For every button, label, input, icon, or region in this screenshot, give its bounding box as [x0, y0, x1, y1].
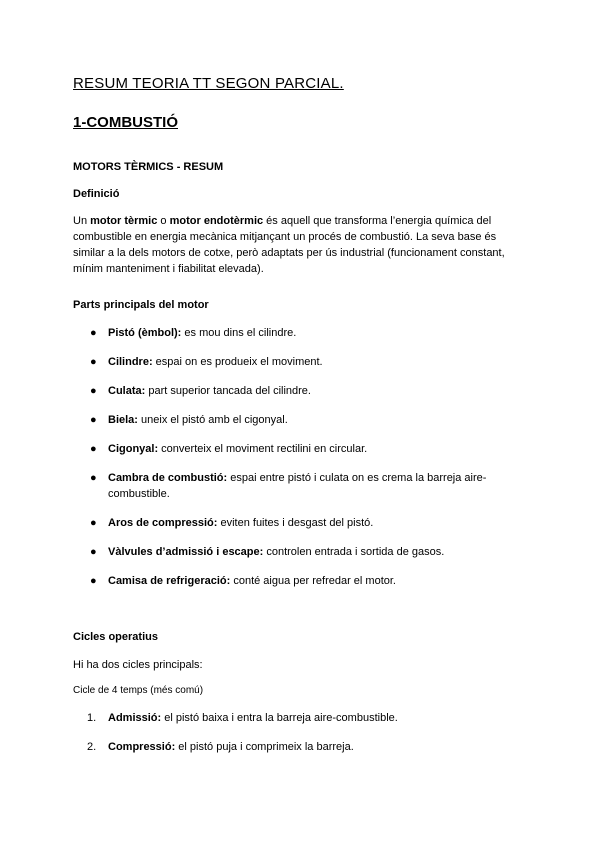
parts-heading: Parts principals del motor [73, 299, 209, 311]
part-description: uneix el pistó amb el cigonyal. [137, 414, 288, 426]
parts-list [73, 325, 533, 602]
document-title: RESUM TEORIA TT SEGON PARCIAL. [73, 75, 344, 92]
step-term: Admissió: [108, 712, 162, 724]
bullet-icon: ● [90, 472, 97, 484]
part-description: part superior tancada del cilindre. [145, 385, 311, 397]
part-description: converteix el moviment rectilini en circular. [158, 443, 368, 455]
part-term: Pistó (èmbol): [108, 327, 182, 339]
cycles-intro: Hi ha dos cicles principals: [73, 659, 203, 671]
step-number: 1. [87, 712, 97, 724]
list-item [73, 325, 533, 341]
list-item [73, 573, 533, 589]
list-item [73, 515, 533, 531]
subsection-title: MOTORS TÈRMICS - RESUM [73, 161, 224, 173]
bullet-icon: ● [90, 546, 97, 558]
cycle-steps-list [73, 710, 533, 768]
part-term: Aros de compressió: [108, 517, 218, 529]
part-term: Biela: [108, 414, 138, 426]
part-description: conté aigua per refredar el motor. [230, 575, 396, 587]
bullet-icon: ● [90, 443, 97, 455]
list-item [73, 710, 533, 726]
list-item [73, 383, 533, 399]
step-number: 2. [87, 741, 97, 753]
list-item [73, 354, 533, 370]
step-term: Compressió: [108, 741, 176, 753]
bullet-icon: ● [90, 385, 97, 397]
definition-term-1: motor tèrmic [90, 215, 158, 227]
part-term: Cilindre: [108, 356, 153, 368]
list-item [73, 412, 533, 428]
part-description: controlen entrada i sortida de gasos. [263, 546, 445, 558]
definition-term-2: motor endotèrmic [169, 215, 264, 227]
part-term: Vàlvules d’admissió i escape: [108, 546, 264, 558]
cycle-subheading: Cicle de 4 temps (més comú) [73, 685, 204, 696]
definition-paragraph [73, 213, 513, 277]
definition-text-3: és aquell que transforma l’energia química del combustible en energia mecànica mitjançant un procés de combustió. La seva base és similar a la dels motors de cotxe, però adaptats per ús industrial (funcionament constant, mínim manteniment i fiabilitat elevada). [73, 215, 505, 275]
list-item [73, 441, 533, 457]
part-description: espai on es produeix el moviment. [152, 356, 323, 368]
list-item [73, 470, 533, 502]
part-description: es mou dins el cilindre. [181, 327, 297, 339]
list-item [73, 544, 533, 560]
bullet-icon: ● [90, 356, 97, 368]
part-term: Cambra de combustió: [108, 472, 228, 484]
step-description: el pistó puja i comprimeix la barreja. [175, 741, 354, 753]
list-item [73, 739, 533, 755]
definition-heading: Definició [73, 188, 120, 200]
part-description: espai entre pistó i culata on es crema la barreja aire-combustible. [108, 472, 487, 500]
bullet-icon: ● [90, 575, 97, 587]
definition-text-2: o [157, 215, 170, 227]
part-term: Camisa de refrigeració: [108, 575, 231, 587]
part-term: Culata: [108, 385, 146, 397]
step-description: el pistó baixa i entra la barreja aire-combustible. [161, 712, 398, 724]
cycles-heading: Cicles operatius [73, 631, 158, 643]
bullet-icon: ● [90, 414, 97, 426]
definition-text-1: Un [73, 215, 91, 227]
part-term: Cigonyal: [108, 443, 159, 455]
part-description: eviten fuites i desgast del pistó. [217, 517, 374, 529]
bullet-icon: ● [90, 517, 97, 529]
bullet-icon: ● [90, 327, 97, 339]
section-title: 1-COMBUSTIÓ [73, 114, 178, 131]
